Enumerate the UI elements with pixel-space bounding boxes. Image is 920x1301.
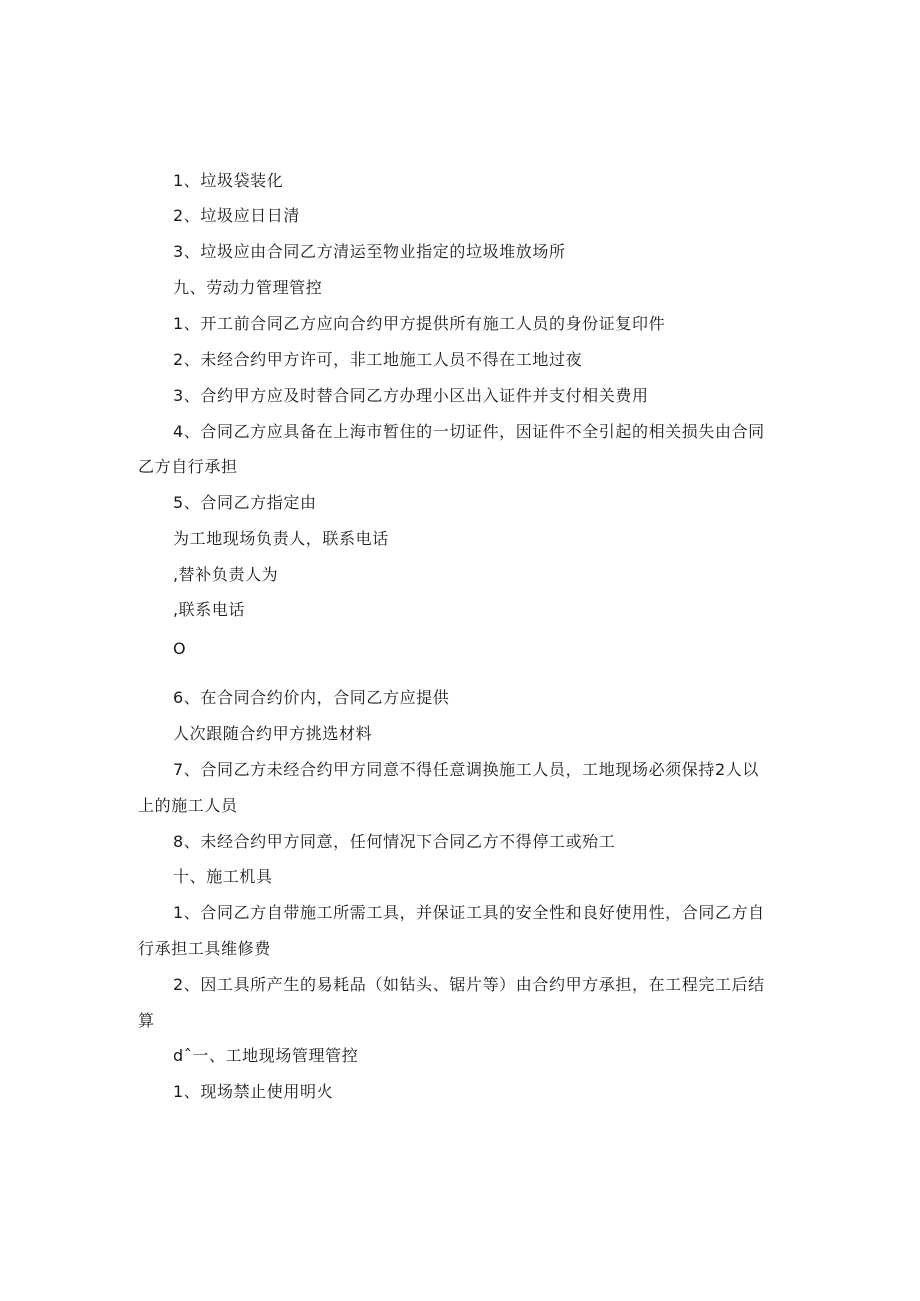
text-line: 算 (138, 1011, 155, 1030)
text-line: 4、合同乙方应具备在上海市暂住的一切证件，因证件不全引起的相关损失由合同 (173, 422, 765, 441)
text-line: 6、在合同合约价内，合同乙方应提供 (173, 688, 450, 707)
text-line: 2、因工具所产生的易耗品（如钻头、锯片等）由合约甲方承担，在工程完工后结 (173, 975, 765, 994)
section-heading: dˆ一、工地现场管理管控 (173, 1046, 359, 1065)
text-line: 1、垃圾袋装化 (173, 171, 284, 190)
text-line: 7、合同乙方未经合约甲方同意不得任意调换施工人员，工地现场必须保持2人以 (173, 760, 759, 779)
text-line: 1、合同乙方自带施工所需工具，并保证工具的安全性和良好使用性，合同乙方自 (173, 903, 765, 922)
text-line: O (173, 639, 187, 658)
section-heading: 十、施工机具 (173, 867, 273, 886)
text-line: 5、合同乙方指定由 (173, 493, 317, 512)
section-heading: 九、劳动力管理管控 (173, 278, 323, 297)
text-line: 1、开工前合同乙方应向合约甲方提供所有施工人员的身份证复印件 (173, 314, 666, 333)
text-line: 行承担工具维修费 (138, 939, 271, 958)
text-line: 2、垃圾应日日清 (173, 206, 300, 225)
text-line: 1、现场禁止使用明火 (173, 1082, 334, 1101)
text-line: 2、未经合约甲方许可，非工地施工人员不得在工地过夜 (173, 350, 583, 369)
text-line: 3、垃圾应由合同乙方清运至物业指定的垃圾堆放场所 (173, 242, 566, 261)
text-line: 为工地现场负责人，联系电话 (173, 529, 389, 548)
text-line: 乙方自行承担 (138, 457, 238, 476)
text-line: 8、未经合约甲方同意，任何情况下合同乙方不得停工或殆工 (173, 832, 616, 851)
text-line: ,替补负责人为 (173, 565, 279, 584)
text-line: 上的施工人员 (138, 796, 238, 815)
text-line: 人次跟随合约甲方挑选材料 (173, 724, 373, 743)
text-line: ,联系电话 (173, 600, 246, 619)
text-line: 3、合约甲方应及时替合同乙方办理小区出入证件并支付相关费用 (173, 386, 649, 405)
